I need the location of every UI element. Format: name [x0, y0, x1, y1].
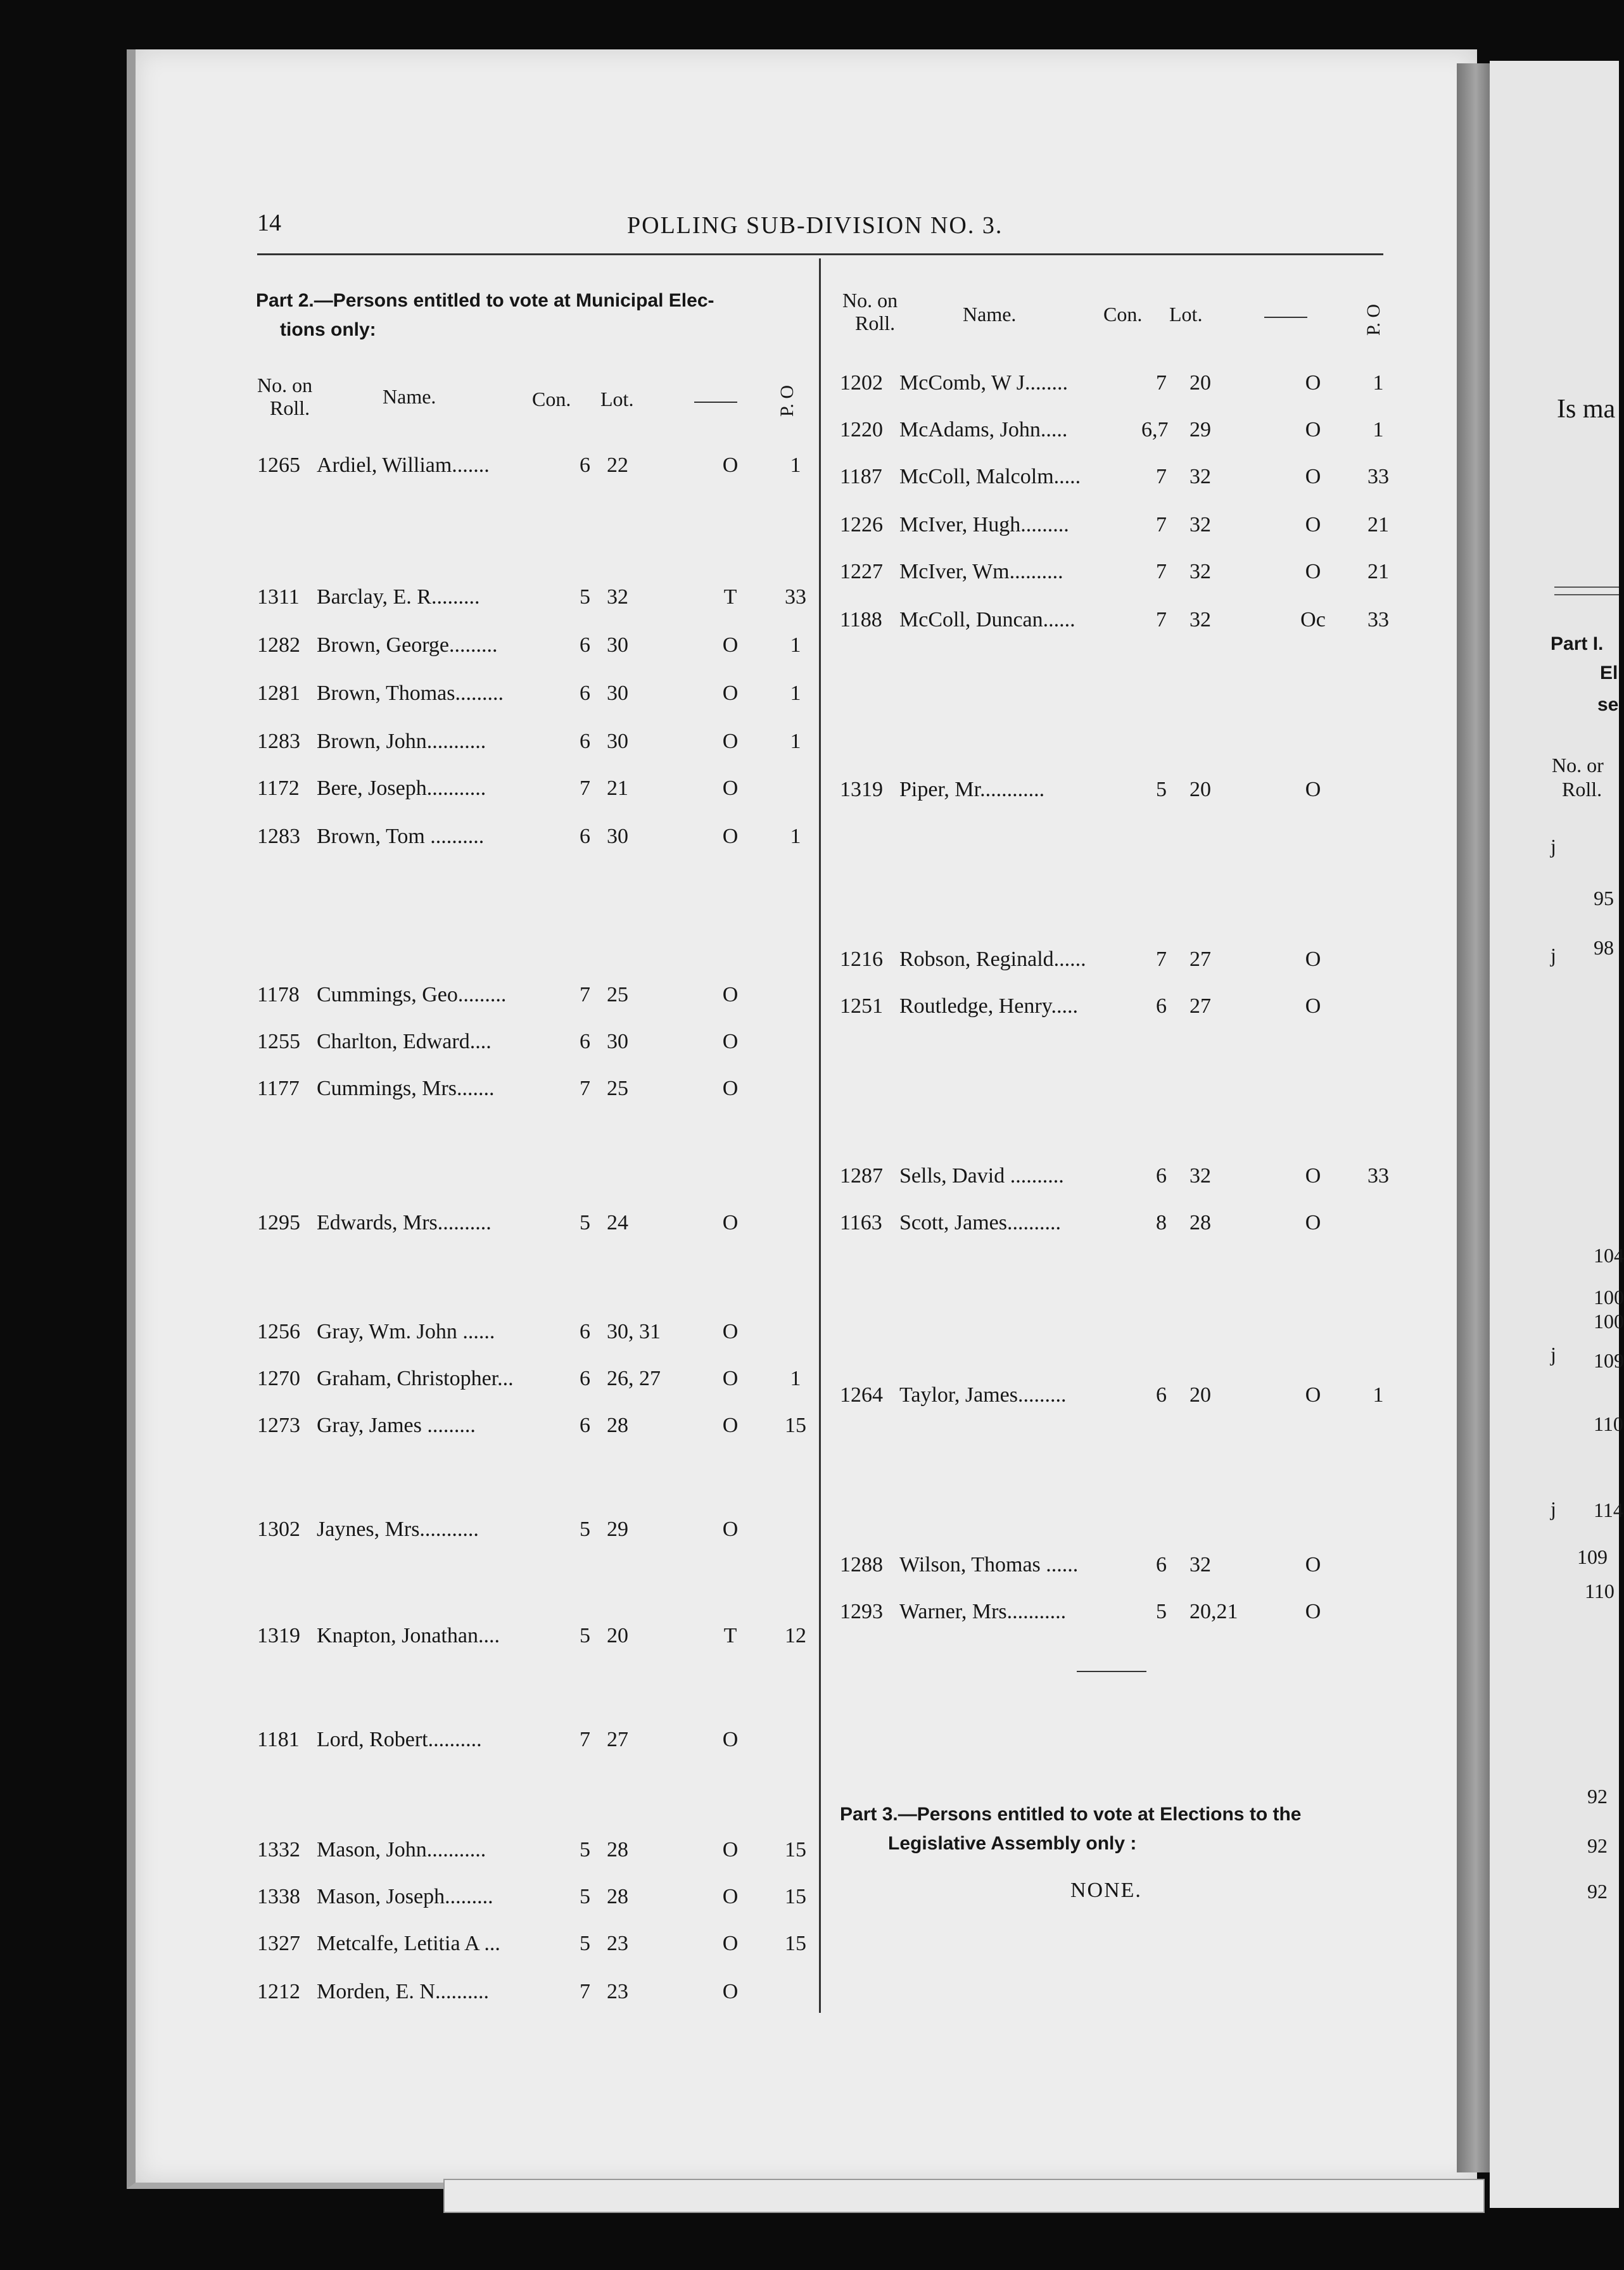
lot-number: 23 — [607, 1980, 628, 2003]
next-page-entry: 92 — [1587, 1880, 1608, 1903]
left-roll-row — [257, 630, 827, 661]
concession: 5 — [580, 1932, 590, 1955]
voter-name: Routledge, Henry..... — [899, 994, 1079, 1018]
concession: 6 — [1156, 1164, 1167, 1188]
next-page-entry: 100 — [1594, 1310, 1624, 1333]
next-page-entry: 114 — [1594, 1499, 1623, 1521]
concession: 7 — [580, 1728, 590, 1751]
lot-number: 32 — [1189, 1553, 1211, 1576]
lot-number: 20 — [607, 1624, 628, 1647]
right-roll-row — [840, 367, 1410, 399]
right-roll-row — [840, 509, 1410, 541]
roll-number: 1172 — [257, 777, 300, 800]
voter-name: Ardiel, William....... — [317, 453, 490, 477]
status-mark: O — [1305, 560, 1321, 583]
voter-name: Piper, Mr............ — [899, 778, 1045, 801]
lot-number: 32 — [1189, 1164, 1211, 1188]
lot-number: 28 — [607, 1838, 628, 1861]
status-mark: T — [723, 585, 737, 609]
status-mark: O — [1305, 994, 1321, 1018]
lot-number: 20 — [1189, 371, 1211, 395]
lot-number: 20 — [1189, 778, 1211, 801]
status-mark: O — [722, 1414, 739, 1437]
next-page-entry: 109 — [1577, 1545, 1608, 1568]
page-number: 14 — [257, 210, 281, 236]
left-roll-row — [257, 581, 827, 613]
voter-name: Cummings, Mrs....... — [317, 1077, 495, 1100]
lot-number: 30 — [607, 730, 628, 753]
status-mark: O — [1305, 1383, 1321, 1407]
roll-number: 1273 — [257, 1414, 300, 1437]
left-roll-row — [257, 1363, 827, 1395]
right-roll-row — [840, 944, 1410, 975]
status-mark: O — [722, 825, 739, 848]
left-roll-row — [257, 1410, 827, 1442]
lot-number: 32 — [1189, 513, 1211, 536]
voter-name: Morden, E. N.......... — [317, 1980, 489, 2003]
concession: 7 — [580, 1077, 590, 1100]
concession: 5 — [1156, 1600, 1167, 1623]
voter-name: Brown, John........... — [317, 730, 486, 753]
lot-number: 25 — [607, 1077, 628, 1100]
status-mark: O — [722, 1728, 739, 1751]
next-page-text: Is ma — [1557, 395, 1616, 424]
roll-number: 1216 — [840, 948, 883, 971]
status-mark: O — [722, 1885, 739, 1908]
voter-name: Brown, Thomas......... — [317, 682, 504, 705]
status-mark: O — [722, 1211, 739, 1234]
status-mark: O — [722, 1030, 739, 1053]
left-roll-row — [257, 1834, 827, 1866]
lot-number: 30, 31 — [607, 1320, 661, 1343]
concession: 5 — [580, 1624, 590, 1647]
next-page-entry: 100 — [1594, 1286, 1624, 1309]
roll-number: 1227 — [840, 560, 883, 583]
post-office: 12 — [785, 1624, 806, 1647]
next-page-entry: 110 — [1585, 1580, 1614, 1602]
status-mark: O — [1305, 418, 1321, 441]
status-mark: O — [1305, 1164, 1321, 1188]
status-mark: O — [722, 633, 739, 657]
voter-name: Scott, James.......... — [899, 1211, 1061, 1234]
voter-name: Gray, James ......... — [317, 1414, 476, 1437]
post-office: 15 — [785, 1414, 806, 1437]
concession: 8 — [1156, 1211, 1167, 1234]
status-mark: O — [1305, 1600, 1321, 1623]
part3-heading — [840, 1800, 1301, 1858]
lot-number: 32 — [1189, 465, 1211, 488]
roll-number: 1282 — [257, 633, 300, 657]
concession: 6,7 — [1141, 418, 1169, 441]
lot-number: 27 — [1189, 994, 1211, 1018]
lot-number: 27 — [1189, 948, 1211, 971]
lot-number: 22 — [607, 453, 628, 477]
status-mark: O — [722, 777, 739, 800]
concession: 6 — [1156, 994, 1167, 1018]
concession: 5 — [580, 585, 590, 609]
lot-number: 28 — [607, 1885, 628, 1908]
concession: 6 — [580, 1367, 590, 1390]
post-office: 15 — [785, 1885, 806, 1908]
left-roll-row — [257, 678, 827, 709]
voter-name: McAdams, John..... — [899, 418, 1068, 441]
concession: 6 — [580, 730, 590, 753]
part3-none: NONE. — [1070, 1879, 1142, 1902]
voter-name: Warner, Mrs........... — [899, 1600, 1067, 1623]
roll-number: 1220 — [840, 418, 883, 441]
next-page-entry: 109 — [1594, 1349, 1624, 1372]
right-header-con: Con. — [1103, 303, 1143, 326]
lot-number: 27 — [607, 1728, 628, 1751]
lot-number: 30 — [607, 1030, 628, 1053]
concession: 6 — [580, 1414, 590, 1437]
voter-name: Gray, Wm. John ...... — [317, 1320, 495, 1343]
voter-name: Sells, David .......... — [899, 1164, 1064, 1188]
left-roll-row — [257, 1026, 827, 1058]
next-page-part-label: Part I. — [1551, 633, 1604, 654]
left-roll-row — [257, 979, 827, 1011]
next-page-entry: 98 — [1594, 936, 1614, 959]
concession: 5 — [580, 1518, 590, 1541]
lot-number: 29 — [1189, 418, 1211, 441]
next-page-se: se — [1597, 694, 1619, 715]
right-header-roll-line2: Roll. — [855, 312, 896, 334]
lot-number: 32 — [1189, 608, 1211, 631]
lot-number: 29 — [607, 1518, 628, 1541]
next-page-entry: 92 — [1587, 1785, 1608, 1808]
left-roll-row — [257, 821, 827, 853]
post-office: 15 — [785, 1932, 806, 1955]
roll-number: 1177 — [257, 1077, 300, 1100]
voter-name: Robson, Reginald...... — [899, 948, 1086, 971]
concession: 7 — [1156, 608, 1167, 631]
next-page-roll-no: No. or — [1552, 754, 1604, 777]
roll-number: 1288 — [840, 1553, 883, 1576]
left-roll-row — [257, 1976, 827, 2008]
concession: 6 — [1156, 1553, 1167, 1576]
voter-name: McColl, Duncan...... — [899, 608, 1075, 631]
next-page-el: El — [1600, 663, 1618, 683]
concession: 6 — [580, 682, 590, 705]
running-head: POLLING SUB-DIVISION NO. 3. — [627, 212, 1003, 239]
lot-number: 23 — [607, 1932, 628, 1955]
status-mark: O — [1305, 948, 1321, 971]
part3-heading-line1: Part 3.—Persons entitled to vote at Elections to the — [840, 1804, 1302, 1825]
post-office: 33 — [1367, 1164, 1389, 1188]
roll-number: 1265 — [257, 453, 300, 477]
concession: 7 — [1156, 371, 1167, 395]
roll-number: 1251 — [840, 994, 883, 1018]
next-page-entry: 95 — [1594, 887, 1614, 910]
status-mark: O — [722, 1518, 739, 1541]
right-header-name: Name. — [963, 303, 1017, 326]
right-header-po: P. O — [1363, 303, 1385, 336]
status-mark: O — [722, 1077, 739, 1100]
post-office: 1 — [790, 1367, 801, 1390]
roll-number: 1283 — [257, 730, 300, 753]
next-page-roll-roll: Roll. — [1562, 778, 1602, 801]
next-page-entry: 104 — [1594, 1244, 1624, 1267]
status-mark: O — [1305, 513, 1321, 536]
roll-number: 1302 — [257, 1518, 300, 1541]
lot-number: 28 — [607, 1414, 628, 1437]
roll-number: 1212 — [257, 1980, 300, 2003]
status-mark: Oc — [1300, 608, 1326, 631]
concession: 7 — [1156, 513, 1167, 536]
post-office: 15 — [785, 1838, 806, 1861]
voter-name: Brown, George......... — [317, 633, 498, 657]
concession: 6 — [580, 825, 590, 848]
status-mark: O — [722, 1367, 739, 1390]
status-mark: O — [722, 983, 739, 1006]
roll-number: 1283 — [257, 825, 300, 848]
voter-name: Charlton, Edward.... — [317, 1030, 492, 1053]
right-roll-row — [840, 1379, 1410, 1411]
left-roll-row — [257, 1207, 827, 1239]
status-mark: O — [722, 1932, 739, 1955]
right-header-roll — [842, 289, 898, 334]
left-roll-row — [257, 773, 827, 804]
voter-name: Graham, Christopher... — [317, 1367, 514, 1390]
post-office: 1 — [790, 633, 801, 657]
concession: 6 — [580, 453, 590, 477]
roll-number: 1293 — [840, 1600, 883, 1623]
lot-number: 32 — [1189, 560, 1211, 583]
voter-name: Knapton, Jonathan.... — [317, 1624, 500, 1647]
voter-name: Lord, Robert.......... — [317, 1728, 482, 1751]
right-roll-row — [840, 604, 1410, 636]
left-roll-row — [257, 726, 827, 758]
status-mark: O — [722, 453, 739, 477]
post-office: 1 — [790, 825, 801, 848]
right-roll-row — [840, 1207, 1410, 1239]
right-roll-row — [840, 1549, 1410, 1581]
roll-number: 1178 — [257, 983, 300, 1006]
right-roll-row — [840, 1596, 1410, 1628]
left-roll-row — [257, 1514, 827, 1545]
section-divider — [1077, 1671, 1146, 1672]
post-office: 1 — [790, 730, 801, 753]
right-roll-row — [840, 556, 1410, 588]
voter-name: Brown, Tom .......... — [317, 825, 485, 848]
roll-number: 1188 — [840, 608, 882, 631]
concession: 6 — [1156, 1383, 1167, 1407]
left-header-con: Con. — [532, 388, 571, 410]
left-header-name: Name. — [383, 385, 436, 408]
concession: 5 — [580, 1885, 590, 1908]
voter-name: Metcalfe, Letitia A ... — [317, 1932, 500, 1955]
left-header-dash — [694, 402, 737, 403]
post-office: 1 — [790, 453, 801, 477]
part2-heading-line2: tions only: — [280, 319, 376, 340]
right-header-lot: Lot. — [1169, 303, 1203, 326]
status-mark: O — [722, 1320, 739, 1343]
status-mark: O — [1305, 778, 1321, 801]
left-roll-row — [257, 1928, 827, 1960]
post-office: 1 — [1373, 371, 1384, 395]
concession: 7 — [1156, 465, 1167, 488]
post-office: 1 — [790, 682, 801, 705]
part2-heading-line1: Part 2.—Persons entitled to vote at Municipal Elec- — [256, 290, 714, 311]
page-edge — [1457, 63, 1495, 2172]
left-roll-row — [257, 1316, 827, 1348]
part2-heading — [256, 286, 714, 345]
left-roll-row — [257, 1724, 827, 1756]
roll-number: 1202 — [840, 371, 883, 395]
concession: 7 — [1156, 948, 1167, 971]
right-roll-row — [840, 414, 1410, 446]
left-header-roll-line1: No. on — [257, 374, 313, 396]
concession: 6 — [580, 1030, 590, 1053]
concession: 6 — [580, 633, 590, 657]
voter-name: Cummings, Geo......... — [317, 983, 507, 1006]
next-page-entry: 92 — [1587, 1834, 1608, 1857]
right-roll-row — [840, 991, 1410, 1022]
next-page-entry: j — [1551, 1497, 1556, 1520]
paper-strip — [443, 2179, 1485, 2213]
left-roll-row — [257, 1881, 827, 1913]
header-rule — [257, 253, 1383, 255]
concession: 7 — [1156, 560, 1167, 583]
lot-number: 28 — [1189, 1211, 1211, 1234]
concession: 5 — [1156, 778, 1167, 801]
status-mark: O — [1305, 1211, 1321, 1234]
next-page-entry: j — [1551, 1343, 1556, 1366]
lot-number: 32 — [607, 585, 628, 609]
lot-number: 21 — [607, 777, 628, 800]
next-page-entry: 110 — [1594, 1412, 1623, 1435]
left-header-po: P. O — [777, 384, 798, 417]
lot-number: 20 — [1189, 1383, 1211, 1407]
right-roll-row — [840, 1160, 1410, 1192]
roll-number: 1181 — [257, 1728, 300, 1751]
lot-number: 25 — [607, 983, 628, 1006]
next-page-rule — [1554, 587, 1619, 588]
roll-number: 1332 — [257, 1838, 300, 1861]
lot-number: 26, 27 — [607, 1367, 661, 1390]
left-header-roll — [257, 374, 312, 419]
roll-number: 1226 — [840, 513, 883, 536]
voter-name: Bere, Joseph........... — [317, 777, 486, 800]
roll-number: 1163 — [840, 1211, 882, 1234]
roll-number: 1281 — [257, 682, 300, 705]
voter-name: McIver, Hugh......... — [899, 513, 1069, 536]
lot-number: 20,21 — [1189, 1600, 1238, 1623]
roll-number: 1327 — [257, 1932, 300, 1955]
right-header-dash — [1264, 317, 1307, 318]
left-roll-row — [257, 450, 827, 481]
voter-name: McIver, Wm.......... — [899, 560, 1063, 583]
concession: 5 — [580, 1211, 590, 1234]
status-mark: O — [1305, 371, 1321, 395]
post-office: 33 — [785, 585, 806, 609]
right-header-roll-line1: No. on — [842, 289, 898, 312]
roll-number: 1256 — [257, 1320, 300, 1343]
next-page-entry: j — [1551, 944, 1556, 967]
lot-number: 24 — [607, 1211, 628, 1234]
roll-number: 1338 — [257, 1885, 300, 1908]
roll-number: 1319 — [257, 1624, 300, 1647]
roll-number: 1187 — [840, 465, 882, 488]
concession: 7 — [580, 983, 590, 1006]
status-mark: O — [722, 682, 739, 705]
concession: 6 — [580, 1320, 590, 1343]
left-header-lot: Lot. — [600, 388, 634, 410]
post-office: 1 — [1373, 1383, 1384, 1407]
roll-number: 1295 — [257, 1211, 300, 1234]
roll-number: 1270 — [257, 1367, 300, 1390]
left-roll-row — [257, 1073, 827, 1105]
voter-name: Jaynes, Mrs........... — [317, 1518, 479, 1541]
status-mark: O — [1305, 1553, 1321, 1576]
status-mark: O — [722, 1838, 739, 1861]
right-roll-row — [840, 774, 1410, 806]
left-roll-row — [257, 1620, 827, 1652]
right-roll-row — [840, 461, 1410, 493]
voter-name: Mason, John........... — [317, 1838, 486, 1861]
post-office: 1 — [1373, 418, 1384, 441]
post-office: 33 — [1367, 608, 1389, 631]
voter-name: Wilson, Thomas ...... — [899, 1553, 1079, 1576]
lot-number: 30 — [607, 682, 628, 705]
roll-number: 1319 — [840, 778, 883, 801]
part3-heading-line2: Legislative Assembly only : — [888, 1833, 1137, 1854]
left-header-roll-line2: Roll. — [270, 396, 310, 419]
roll-number: 1255 — [257, 1030, 300, 1053]
concession: 7 — [580, 1980, 590, 2003]
voter-name: Barclay, E. R......... — [317, 585, 480, 609]
next-page-rule-2 — [1554, 594, 1619, 595]
voter-name: Mason, Joseph......... — [317, 1885, 493, 1908]
voter-name: Taylor, James......... — [899, 1383, 1067, 1407]
status-mark: O — [722, 730, 739, 753]
post-office: 21 — [1367, 560, 1389, 583]
status-mark: T — [723, 1624, 737, 1647]
lot-number: 30 — [607, 825, 628, 848]
post-office: 33 — [1367, 465, 1389, 488]
lot-number: 30 — [607, 633, 628, 657]
post-office: 21 — [1367, 513, 1389, 536]
status-mark: O — [1305, 465, 1321, 488]
voter-name: McColl, Malcolm..... — [899, 465, 1081, 488]
concession: 5 — [580, 1838, 590, 1861]
roll-number: 1311 — [257, 585, 300, 609]
voter-name: McComb, W J........ — [899, 371, 1069, 395]
status-mark: O — [722, 1980, 739, 2003]
roll-number: 1264 — [840, 1383, 883, 1407]
next-page-entry: j — [1551, 835, 1556, 858]
roll-number: 1287 — [840, 1164, 883, 1188]
voter-name: Edwards, Mrs.......... — [317, 1211, 492, 1234]
concession: 7 — [580, 777, 590, 800]
